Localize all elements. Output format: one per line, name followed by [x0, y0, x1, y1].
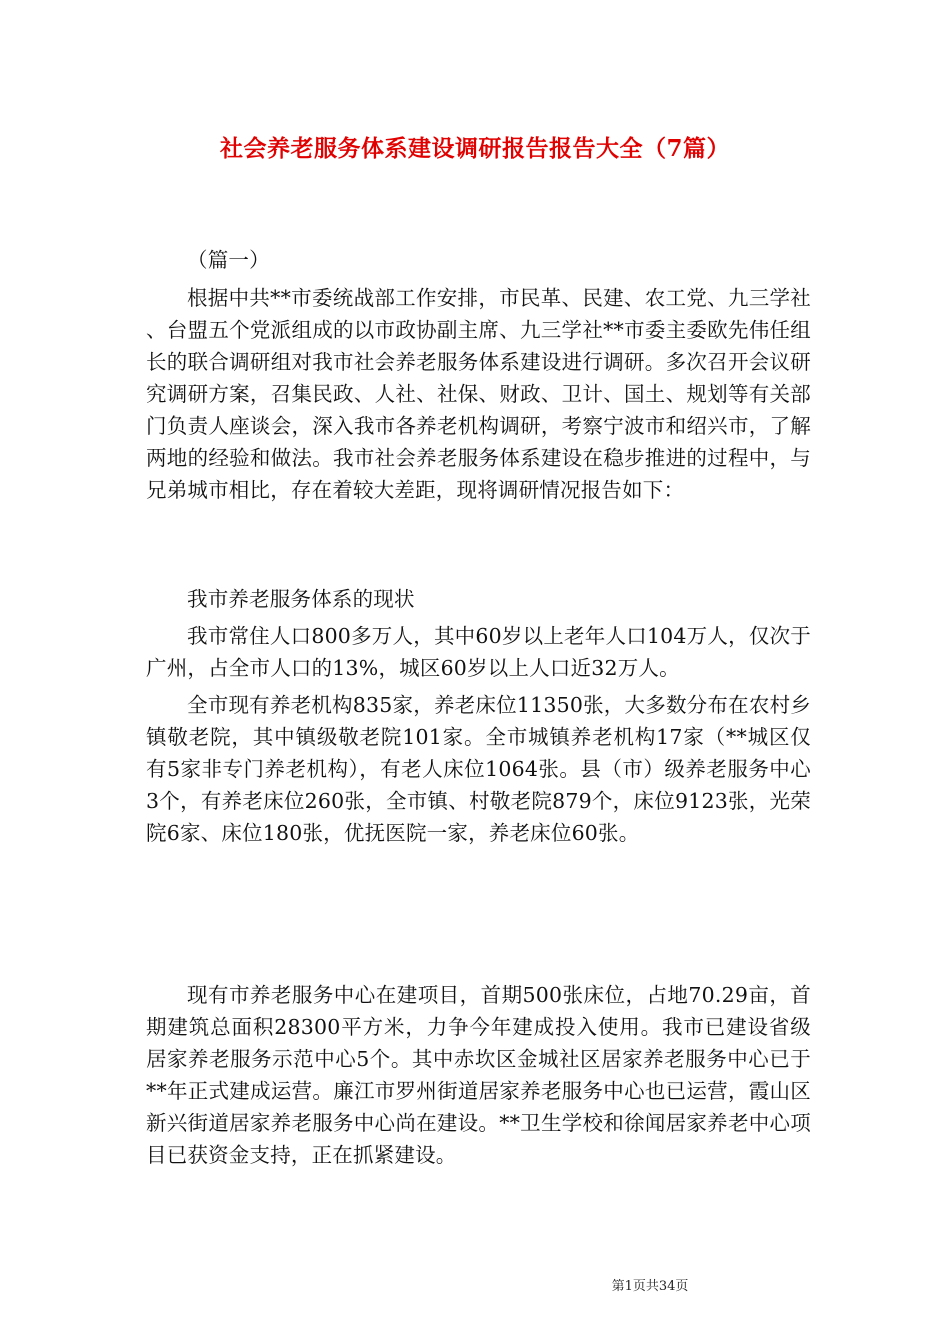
document-title: 社会养老服务体系建设调研报告报告大全（7篇）	[219, 135, 730, 162]
page-number-label: 第1页共34页	[611, 1279, 689, 1294]
paragraph-intro: 根据中共**市委统战部工作安排，市民革、民建、农工党、九三学社、台盟五个党派组成的以市政协副主席、九三学社**市委主委欧先伟任组长的联合调研组对我市社会养老服务体系建设进行调研。多次召开会议研究调研方案，召集民政、人社、社保、财政、卫计、国土、规划等有关部门负责人座谈会，深入我市各养老机构调研，考察宁波市和绍兴市，了解两地的经验和做法。我市社会养老服务体系建设在稳步推进的过程中，与兄弟城市相比，存在着较大差距，现将调研情况报告如下：	[146, 286, 811, 502]
paragraph-population: 我市常住人口800多万人，其中60岁以上老年人口104万人，仅次于广州，占全市人口的13%，城区60岁以上人口近32万人。	[146, 624, 811, 680]
paragraph-projects: 现有市养老服务中心在建项目，首期500张床位，占地70.29亩，首期建筑总面积28300平方米，力争今年建成投入使用。我市已建设省级居家养老服务示范中心5个。其中赤坎区金城社区居家养老服务中心已于**年正式建成运营。廉江市罗州街道居家养老服务中心也已运营，霞山区新兴街道居家养老服务中心尚在建设。**卫生学校和徐闻居家养老中心项目已获资金支持，正在抓紧建设。	[146, 983, 811, 1167]
section-tag: （篇一）	[187, 248, 270, 272]
section-heading: 我市养老服务体系的现状	[187, 587, 415, 611]
paragraph-institutions: 全市现有养老机构835家，养老床位11350张，大多数分布在农村乡镇敬老院，其中镇级敬老院101家。全市城镇养老机构17家（**城区仅有5家非专门养老机构），有老人床位1064张。县（市）级养老服务中心3个，有养老床位260张，全市镇、村敬老院879个，床位9123张，光荣院6家、床位180张，优抚医院一家，养老床位60张。	[146, 693, 811, 845]
page-footer	[0, 1278, 950, 1296]
